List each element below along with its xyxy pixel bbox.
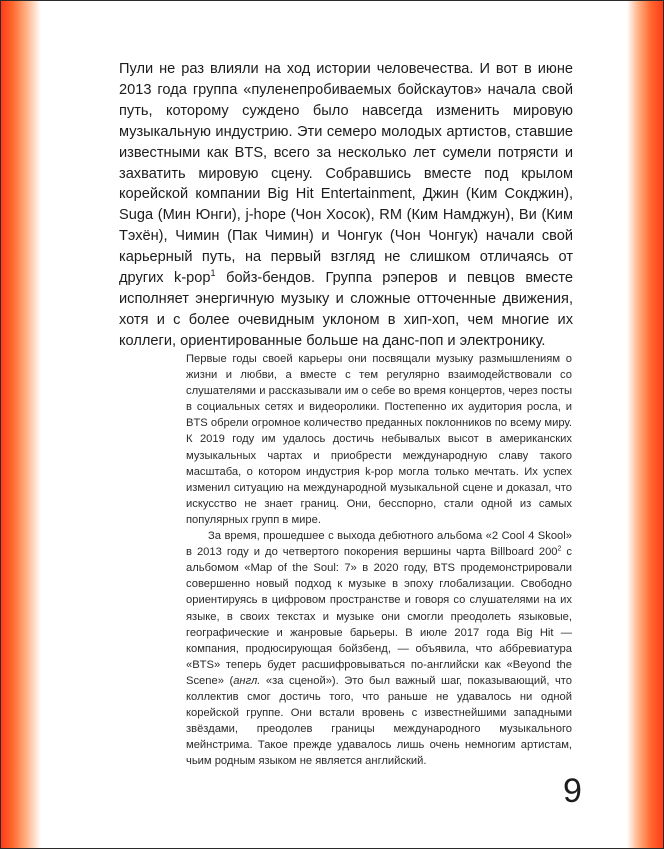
right-edge-gradient xyxy=(627,1,663,848)
page-number: 9 xyxy=(563,772,582,810)
abbreviation-engl: англ. xyxy=(233,674,261,687)
left-edge-gradient xyxy=(1,1,41,848)
body-paragraph-2-part3: «за сценой»). Это был важный шаг, показывающий, что коллектив смог достичь того, что раньше не удавалось ни одной корейской группе. Они встали вровень с известнейшими западными звёздами, преодолев границы международного музыкального мейнстрима. Такое прежде удавалось лишь очень немногим артистам, чьим родным языком не является английский. xyxy=(186,674,573,768)
intro-text-part1: Пули не раз влияли на ход истории человечества. И вот в июне 2013 года группа «пуленепробиваемых бойскаутов» начала свой путь, которому суждено было навсегда изменить мировую музыкальную индустрию. Эти семеро молодых артистов, ставшие известными как BTS, всего за несколько лет сумели потрясти и захватить мировую сцену. Собравшись вместе под крылом корейской компании Big Hit Entertainment, Джин (Ким Сокджин), Suga (Мин Юнги), j-hope (Чон Хосок), RM (Ким Намджун), Ви (Ким Тэхён), Чимин (Пак Чимин) и Чонгук (Чон Чонгук) начали свой карьерный путь, на первый взгляд не слишком отличаясь от других k-pop xyxy=(119,61,573,287)
body-paragraph-2 xyxy=(186,528,572,769)
footnote-mark-1: 1 xyxy=(210,268,216,279)
intro-text-part2: бойз-бендов. Группа рэперов и певцов вместе исполняет энергичную музыку и сложные отточенные движения, хотя и с более очевидным уклоном в хип-хоп, чем многие их коллеги, ориентированные больше на данс-поп и электронику. xyxy=(119,270,574,349)
body-paragraph-1: Первые годы своей карьеры они посвящали музыку размышлениям о жизни и любви, а вместе с тем регулярно взаимодействовали со слушателями и рассказывали им о себе во время концертов, через посты в социальных сетях и видеоролики. Постепенно их аудитория росла, и BTS обрели огромное количество преданных поклонников по всему миру. К 2019 году им удалось достичь небывалых высот в американских музыкальных чартах и приобрести международную славу такого масштаба, о котором индустрия k-pop могла только мечтать. Их успех изменил ситуацию на международной музыкальной сцене и доказал, что искусство не знает границ. Они, бесспорно, стали одной из самых популярных групп в мире. xyxy=(186,353,572,526)
footnote-mark-2: 2 xyxy=(557,545,562,553)
body-paragraph-2-part1: За время, прошедшее с выхода дебютного альбома «2 Cool 4 Skool» в 2013 году и до четвертого покорения вершины чарта Billboard 200 xyxy=(186,530,572,559)
body-paragraph-2-part2: с альбомом «Map of the Soul: 7» в 2020 году, BTS продемонстрировали совершенно новый подход к музыке в эпоху глобализации. Свободно ориентируясь в цифровом пространстве и говоря со слушателями на их языке, в своих текстах и музыке они смогли преодолеть языковые, географические и жанровые барьеры. В июле 2017 года Big Hit — компания, продюсирующая бойзбенд, — объявила, что аббревиатура «BTS» теперь будет расшифровываться по-английски как «Beyond the Scene» ( xyxy=(186,546,573,687)
body-text xyxy=(186,351,572,769)
intro-paragraph xyxy=(119,59,573,352)
